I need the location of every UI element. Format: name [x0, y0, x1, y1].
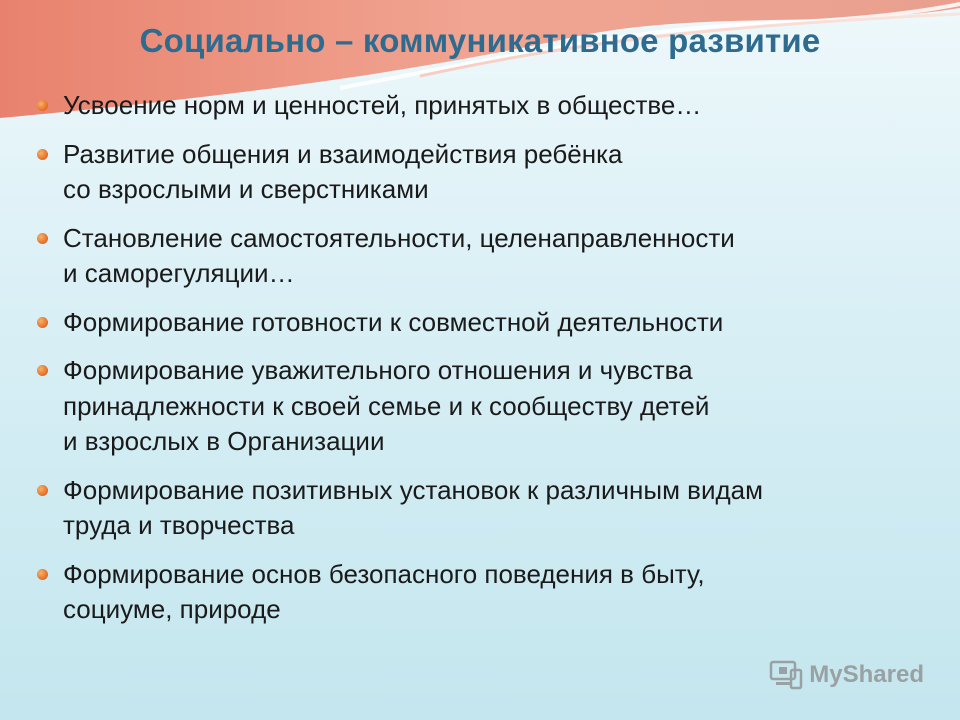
bullet-dot-icon	[37, 100, 48, 111]
bullet-text: Формирование основ безопасного поведения в быту, социуме, природе	[63, 558, 705, 624]
bullet-dot-icon	[37, 149, 48, 160]
bullet-item	[36, 88, 916, 124]
slide-title: Социально – коммуникативное развитие	[139, 22, 821, 59]
bullet-text: Усвоение норм и ценностей, принятых в обществе…	[63, 90, 702, 120]
bullet-text: Становление самостоятельности, целенаправленности и саморегуляции…	[63, 222, 735, 288]
bullet-item	[36, 305, 916, 341]
bullet-item	[36, 473, 916, 544]
bullet-item	[36, 557, 916, 628]
bullet-text: Формирование готовности к совместной деятельности	[63, 306, 724, 337]
bullet-item	[36, 353, 916, 460]
bullet-dot-icon	[37, 365, 48, 376]
bullet-dot-icon	[37, 233, 48, 244]
bullet-text: Развитие общения и взаимодействия ребёнка со взрослыми и сверстниками	[63, 138, 623, 204]
bullet-text: Формирование позитивных установок к различным видам труда и творчества	[63, 474, 764, 540]
bullet-dot-icon	[37, 569, 48, 580]
computer-icon	[769, 660, 803, 690]
bullet-dot-icon	[37, 317, 48, 328]
bullet-item	[36, 137, 916, 208]
bullet-text: Формирование уважительного отношения и чувства принадлежности к своей семье и к сообществу детей и взрослых в Организации	[63, 355, 710, 456]
watermark	[769, 660, 924, 690]
bullet-item	[36, 221, 916, 292]
watermark-text: MyShared	[809, 661, 924, 688]
bullet-list	[36, 88, 916, 641]
bullet-dot-icon	[37, 485, 48, 496]
